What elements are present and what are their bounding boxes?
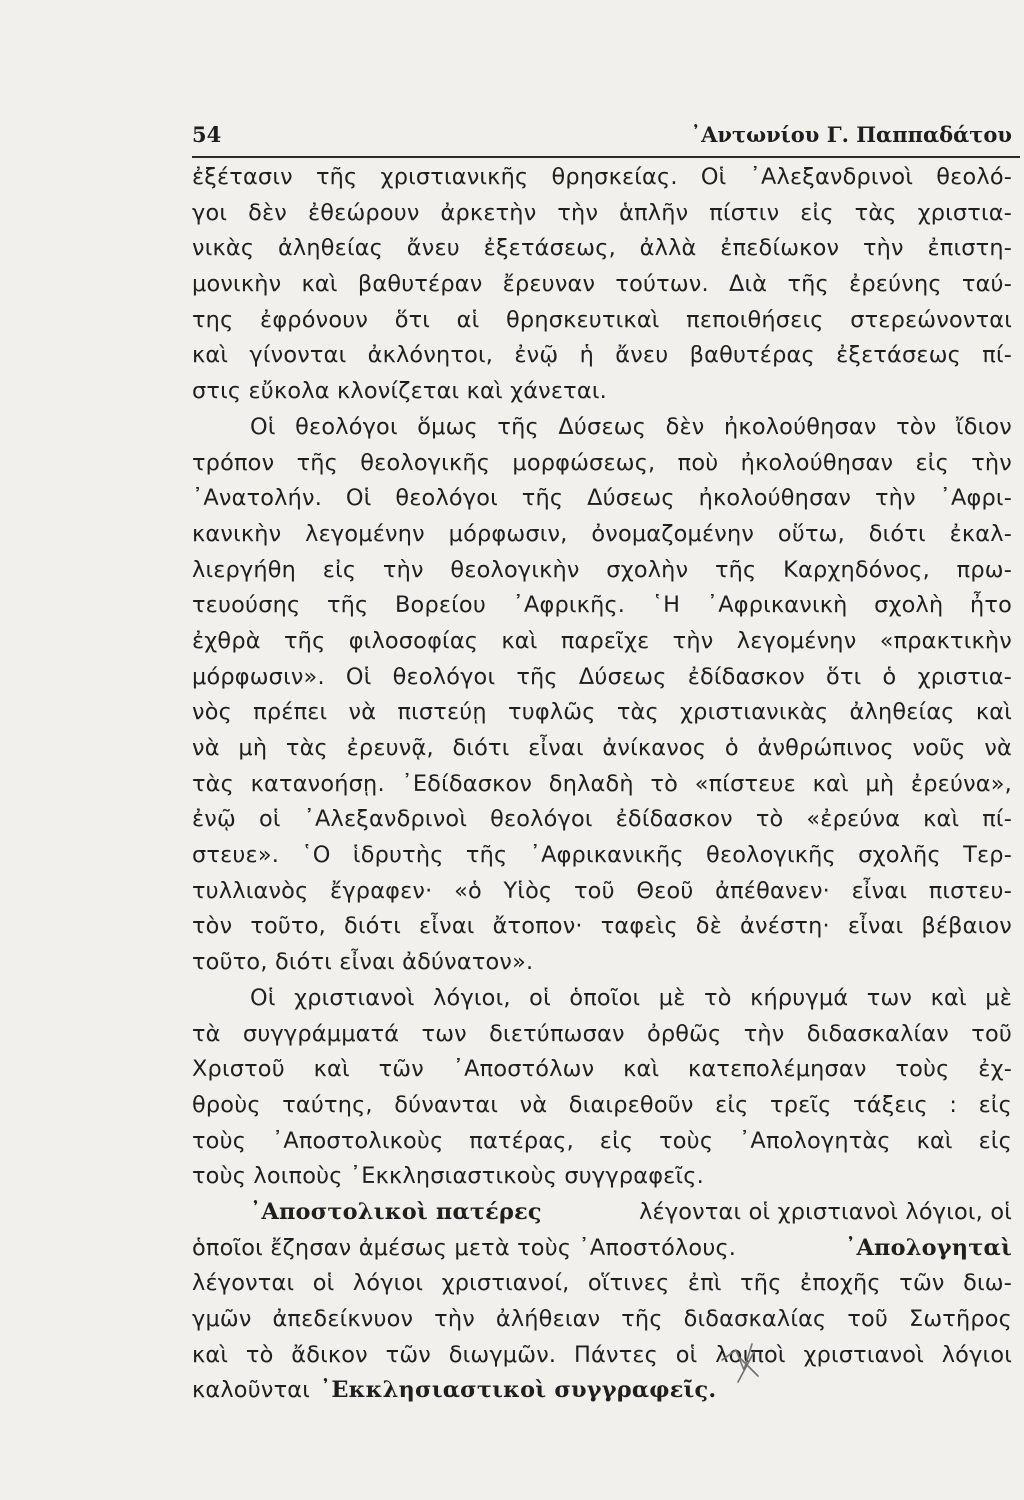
text-line: θροὺς ταύτης, δύνανται νὰ διαιρεθοῦν εἰς τρεῖς τάξεις : εἰς xyxy=(192,1091,1012,1118)
text-line: τυλλιανὸς ἔγραφεν· «ὁ Υἱὸς τοῦ Θεοῦ ἀπέθανεν· εἶναι πιστευ- xyxy=(192,877,1012,904)
handwritten-mark xyxy=(718,1336,770,1388)
text-line: Οἱ χριστιανοὶ λόγιοι, οἱ ὁποῖοι μὲ τὸ κήρυγμά των καὶ μὲ xyxy=(250,984,1012,1011)
text-line: τὸν τοῦτο, διότι εἶναι ἄτοπον· ταφεὶς δὲ ἀνέστη· εἶναι βέβαιον xyxy=(192,913,1012,940)
text-line: μονικὴν καὶ βαθυτέραν ἔρευναν τούτων. Διὰ τῆς ἐρεύνης ταύ- xyxy=(192,271,1012,298)
text-line: τὰς κατανοήσῃ. ᾿Εδίδασκον δηλαδὴ τὸ «πίστευε καὶ μὴ ἐρεύνα», xyxy=(192,770,1012,797)
text-line: τευούσης τῆς Βορείου ᾿Αφρικῆς. ῾Η ᾿Αφρικανικὴ σχολὴ ἦτο xyxy=(192,592,1012,619)
text-line: καὶ τὸ ἄδικον τῶν διωγμῶν. Πάντες οἱ λοιποὶ χριστιανοὶ λόγιοι xyxy=(192,1341,1012,1368)
text-line xyxy=(192,1373,1012,1409)
text-line: μόρφωσιν». Οἱ θεολόγοι τῆς Δύσεως ἐδίδασκον ὅτι ὁ χριστια- xyxy=(192,663,1012,690)
bold-term: ᾿Αποστολικοὶ πατέρες xyxy=(250,1198,542,1225)
bold-term: ᾿Απολογηταὶ xyxy=(845,1234,1012,1261)
bold-term: ᾿Εκκλησιαστικοὶ συγγραφεῖς. xyxy=(319,1377,717,1404)
text-line: νὰ μὴ τὰς ἐρευνᾷ, διότι εἶναι ἀνίκανος ὁ ἀνθρώπινος νοῦς νὰ xyxy=(192,735,1012,761)
text-line: τοὺς ᾿Αποστολικοὺς πατέρας, εἰς τοὺς ᾿Απολογητὰς καὶ εἰς xyxy=(192,1127,1012,1154)
text-line: ἐχθρὰ τῆς φιλοσοφίας καὶ παρεῖχε τὴν λεγομένην «πρακτικὴν xyxy=(192,627,1012,654)
text-line: ᾿Ανατολήν. Οἱ θεολόγοι τῆς Δύσεως ἠκολούθησαν τὴν ᾿Αφρι- xyxy=(192,485,1012,512)
text-segment: λέγονται οἱ χριστιανοὶ λόγιοι, οἱ xyxy=(639,1198,1012,1225)
text-line: νικὰς ἀληθείας ἄνευ ἐξετάσεως, ἀλλὰ ἐπεδίωκον τὴν ἐπιστη- xyxy=(192,235,1012,262)
text-line xyxy=(192,1195,1012,1231)
text-line: ἐνῷ οἱ ᾿Αλεξανδρινοὶ θεολόγοι ἐδίδασκον τὸ «ἐρεύνα καὶ πί- xyxy=(192,806,1012,833)
text-line: λέγονται οἱ λόγιοι χριστιανοί, οἵτινες ἐπὶ τῆς ἐποχῆς τῶν διω- xyxy=(192,1270,1012,1297)
text-segment: ὁποῖοι ἔζησαν ἀμέσως μετὰ τοὺς ᾿Αποστόλους. xyxy=(192,1234,737,1261)
text-line: γμῶν ἀπεδείκνυον τὴν ἀλήθειαν τῆς διδασκαλίας τοῦ Σωτῆρος xyxy=(192,1306,1012,1332)
running-head: ᾿Αντωνίου Γ. Παππαδάτου xyxy=(690,122,1012,147)
text-line: στευε». ῾Ο ἱδρυτὴς τῆς ᾿Αφρικανικῆς θεολογικῆς σχολῆς Τερ- xyxy=(192,842,1012,869)
text-line: της ἐφρόνουν ὅτι αἱ θρησκευτικαὶ πεποιθήσεις στερεώνονται xyxy=(192,306,1012,333)
text-line: καὶ γίνονται ἀκλόνητοι, ἐνῷ ἡ ἄνευ βαθυτέρας ἐξετάσεως πί- xyxy=(192,342,1012,369)
text-line: Χριστοῦ καὶ τῶν ᾿Αποστόλων καὶ κατεπολέμησαν τοὺς ἐχ- xyxy=(192,1056,1012,1083)
text-line: τὰ συγγράμματά των διετύπωσαν ὀρθῶς τὴν διδασκαλίαν τοῦ xyxy=(192,1020,1012,1047)
body-text xyxy=(192,160,1012,1409)
page-number: 54 xyxy=(192,122,222,147)
text-line: στις εὔκολα κλονίζεται καὶ χάνεται. xyxy=(192,378,607,405)
text-line: τοῦτο, διότι εἶναι ἀδύνατον». xyxy=(192,949,534,976)
text-line: κανικὴν λεγομένην μόρφωσιν, ὀνομαζομένην οὕτω, διότι ἐκαλ- xyxy=(192,520,1012,547)
handwritten-mark-drawing xyxy=(718,1336,770,1388)
page-header xyxy=(192,122,1020,158)
text-line: λιεργήθη εἰς τὴν θεολογικὴν σχολὴν τῆς Καρχηδόνος, πρω- xyxy=(192,556,1012,583)
text-line xyxy=(192,1231,1012,1267)
text-line: ἐξέτασιν τῆς χριστιανικῆς θρησκείας. Οἱ ᾿Αλεξανδρινοὶ θεολό- xyxy=(192,164,1012,190)
text-line: τρόπον τῆς θεολογικῆς μορφώσεως, ποὺ ἠκολούθησαν εἰς τὴν xyxy=(192,449,1012,476)
text-line: νὸς πρέπει νὰ πιστεύῃ τυφλῶς τὰς χριστιανικὰς ἀληθείας καὶ xyxy=(192,699,1012,726)
text-line: Οἱ θεολόγοι ὅμως τῆς Δύσεως δὲν ἠκολούθησαν τὸν ἴδιον xyxy=(250,413,1012,440)
text-segment: καλοῦνται xyxy=(192,1377,310,1404)
text-line: τοὺς λοιποὺς ᾿Εκκλησιαστικοὺς συγγραφεῖς. xyxy=(192,1163,704,1190)
text-line: γοι δὲν ἐθεώρουν ἀρκετὴν τὴν ἁπλῆν πίστιν εἰς τὰς χριστια- xyxy=(192,199,1012,226)
